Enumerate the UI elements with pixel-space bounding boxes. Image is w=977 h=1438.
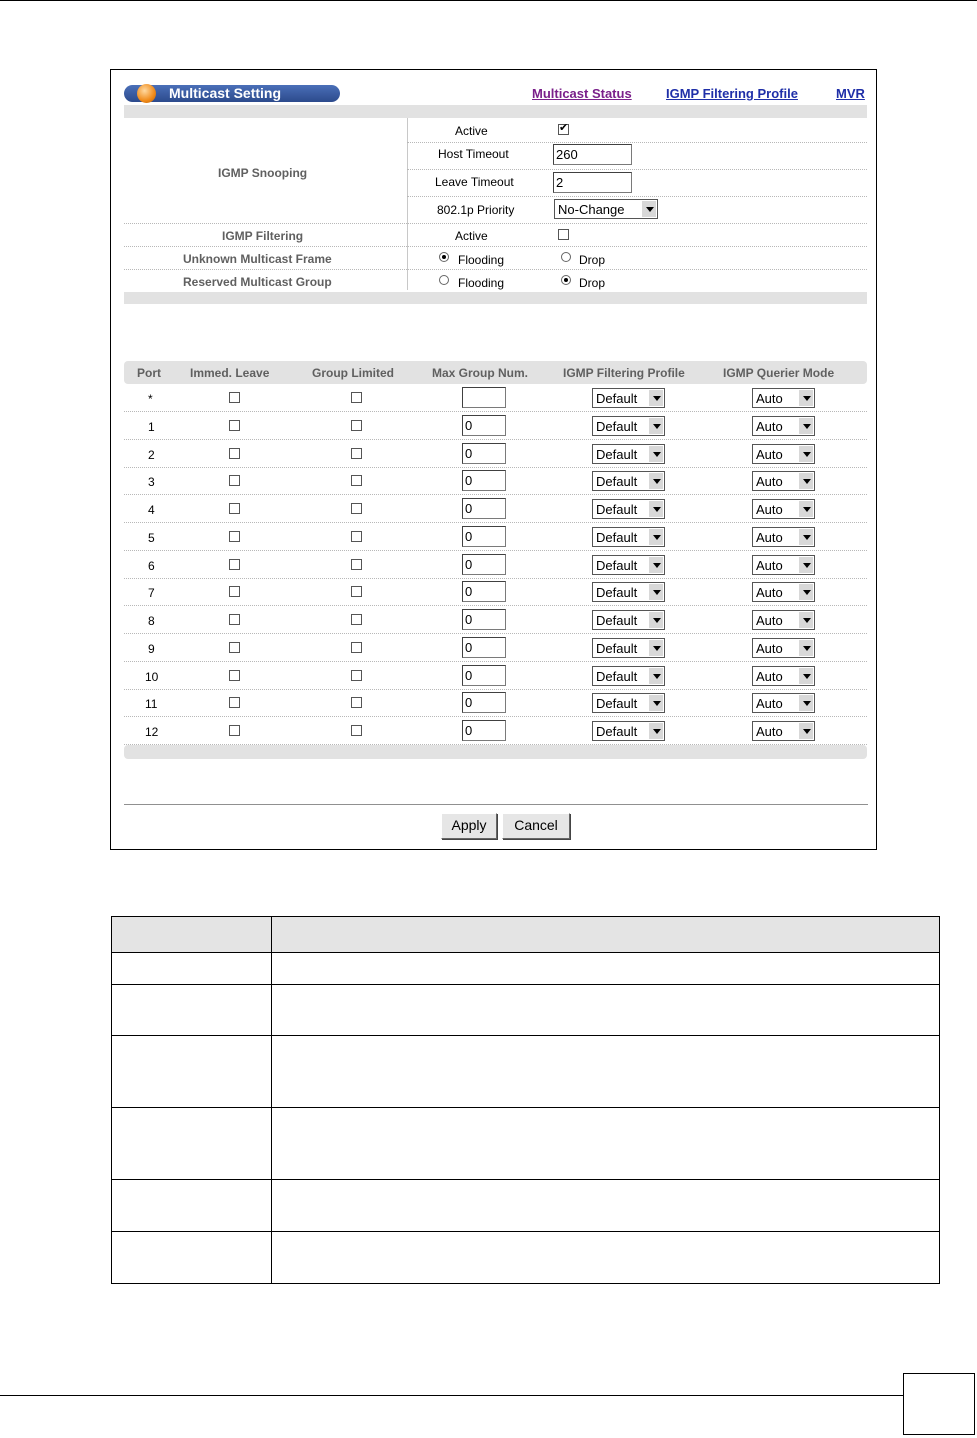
description-table [111, 916, 940, 1284]
chevron-down-icon [648, 612, 663, 628]
flooding-label: Flooding [458, 253, 505, 267]
chevron-down-icon [798, 446, 813, 462]
max-group-num-input[interactable]: 0 [462, 665, 506, 686]
querier-mode-select[interactable] [752, 527, 815, 547]
section-bottom-band [124, 292, 867, 304]
max-group-num-input[interactable]: 0 [462, 692, 506, 713]
immed-leave-checkbox[interactable] [229, 586, 240, 597]
max-group-num-input[interactable]: 0 [462, 609, 506, 630]
table-cell [112, 953, 272, 985]
querier-mode-value: Auto [756, 447, 783, 462]
querier-mode-value: Auto [756, 419, 783, 434]
querier-mode-select[interactable] [752, 471, 815, 491]
chevron-down-icon [798, 723, 813, 739]
filtering-profile-value: Default [596, 474, 638, 489]
group-limited-checkbox[interactable] [351, 420, 362, 431]
port-table-footer [124, 745, 867, 759]
igmp-snooping-active-checkbox[interactable] [558, 124, 569, 135]
group-limited-checkbox[interactable] [351, 642, 362, 653]
querier-mode-value: Auto [756, 585, 783, 600]
port-number: 1 [148, 420, 155, 434]
chevron-down-icon [798, 557, 813, 573]
immed-leave-checkbox[interactable] [229, 642, 240, 653]
host-timeout-input[interactable]: 260 [553, 144, 632, 165]
divider [124, 439, 867, 440]
port-number: 2 [148, 448, 155, 462]
querier-mode-select[interactable] [752, 499, 815, 519]
filtering-profile-select[interactable] [592, 555, 665, 575]
filtering-profile-value: Default [596, 447, 638, 462]
immed-leave-checkbox[interactable] [229, 392, 240, 403]
filtering-profile-select[interactable] [592, 638, 665, 658]
group-limited-checkbox[interactable] [351, 475, 362, 486]
chevron-down-icon [798, 695, 813, 711]
group-limited-checkbox[interactable] [351, 725, 362, 736]
filtering-profile-select[interactable] [592, 582, 665, 602]
igmp-filtering-label: IGMP Filtering [222, 229, 304, 243]
filtering-profile-select[interactable] [592, 499, 665, 519]
querier-mode-select[interactable] [752, 416, 815, 436]
divider [124, 661, 867, 662]
unknown-multicast-frame-label: Unknown Multicast Frame [183, 252, 332, 266]
querier-mode-value: Auto [756, 641, 783, 656]
immed-leave-checkbox[interactable] [229, 475, 240, 486]
divider [124, 467, 867, 468]
immed-leave-checkbox[interactable] [229, 559, 240, 570]
max-group-num-input[interactable]: 0 [462, 415, 506, 436]
table-row [112, 1036, 940, 1108]
port-number: 9 [148, 642, 155, 656]
divider [407, 142, 867, 143]
filtering-profile-select[interactable] [592, 416, 665, 436]
table-cell [272, 1180, 940, 1232]
divider [124, 605, 867, 606]
footer-rule [0, 1395, 903, 1396]
querier-mode-select[interactable] [752, 582, 815, 602]
port-number: 11 [145, 697, 158, 711]
drop-label: Drop [579, 276, 606, 290]
port-number: 7 [148, 586, 155, 600]
querier-mode-value: Auto [756, 669, 783, 684]
table-row [112, 1232, 940, 1284]
chevron-down-icon [798, 612, 813, 628]
port-number: 8 [148, 614, 155, 628]
host-timeout-label: Host Timeout [438, 147, 509, 161]
table-cell [272, 1036, 940, 1108]
filtering-profile-value: Default [596, 613, 638, 628]
filtering-profile-value: Default [596, 585, 638, 600]
chevron-down-icon [641, 201, 656, 217]
divider [124, 716, 867, 717]
multicast-status-link[interactable]: Multicast Status [532, 86, 632, 101]
chevron-down-icon [798, 473, 813, 489]
immed-leave-checkbox[interactable] [229, 503, 240, 514]
active-label: Active [455, 124, 488, 138]
chevron-down-icon [648, 668, 663, 684]
querier-mode-value: Auto [756, 530, 783, 545]
chevron-down-icon [648, 723, 663, 739]
group-limited-checkbox[interactable] [351, 586, 362, 597]
filtering-profile-value: Default [596, 724, 638, 739]
table-row [112, 1108, 940, 1180]
divider [407, 196, 867, 197]
filtering-profile-value: Default [596, 530, 638, 545]
chevron-down-icon [798, 418, 813, 434]
divider [124, 246, 867, 247]
unknown-flooding-radio[interactable] [439, 252, 449, 262]
chevron-down-icon [798, 390, 813, 406]
priority-label: 802.1p Priority [437, 203, 515, 217]
group-limited-checkbox[interactable] [351, 697, 362, 708]
querier-mode-select[interactable] [752, 388, 815, 408]
divider [124, 689, 867, 690]
chevron-down-icon [648, 501, 663, 517]
group-limited-checkbox[interactable] [351, 531, 362, 542]
port-number: 5 [148, 531, 155, 545]
table-row [112, 985, 940, 1036]
table-cell [272, 1232, 940, 1284]
header-cell [272, 917, 940, 953]
immed-leave-checkbox[interactable] [229, 420, 240, 431]
col-igmp-querier-mode: IGMP Querier Mode [723, 366, 835, 380]
max-group-num-input[interactable]: 0 [462, 498, 506, 519]
divider [124, 522, 867, 523]
group-limited-checkbox[interactable] [351, 670, 362, 681]
table-cell [272, 1108, 940, 1180]
port-number: 12 [145, 725, 159, 739]
querier-mode-select[interactable] [752, 610, 815, 630]
mvr-link[interactable]: MVR [836, 86, 865, 101]
max-group-num-input[interactable]: 0 [462, 581, 506, 602]
immed-leave-checkbox[interactable] [229, 614, 240, 625]
port-number: * [148, 392, 153, 406]
divider [124, 494, 867, 495]
group-limited-checkbox[interactable] [351, 448, 362, 459]
col-port: Port [137, 366, 161, 380]
querier-mode-value: Auto [756, 558, 783, 573]
group-limited-checkbox[interactable] [351, 503, 362, 514]
group-limited-checkbox[interactable] [351, 614, 362, 625]
port-number: 3 [148, 475, 155, 489]
filtering-profile-select[interactable] [592, 444, 665, 464]
chevron-down-icon [648, 584, 663, 600]
page-title: Multicast Setting [169, 85, 282, 101]
immed-leave-checkbox[interactable] [229, 670, 240, 681]
port-number: 6 [148, 559, 155, 573]
filtering-profile-value: Default [596, 558, 638, 573]
table-row [112, 1180, 940, 1232]
querier-mode-value: Auto [756, 613, 783, 628]
cancel-button[interactable]: Cancel [502, 813, 570, 839]
reserved-drop-radio[interactable] [561, 275, 571, 285]
table-cell [112, 1036, 272, 1108]
filtering-profile-value: Default [596, 419, 638, 434]
col-max-group-num: Max Group Num. [432, 366, 529, 380]
section-top-band [124, 105, 867, 118]
table-cell [272, 953, 940, 985]
apply-button[interactable]: Apply [441, 813, 497, 839]
querier-mode-select[interactable] [752, 721, 815, 741]
port-number: 4 [148, 503, 155, 517]
divider [124, 223, 867, 224]
chevron-down-icon [648, 640, 663, 656]
button-divider [124, 804, 868, 805]
filtering-profile-select[interactable] [592, 721, 665, 741]
chevron-down-icon [648, 446, 663, 462]
filtering-profile-select[interactable] [592, 471, 665, 491]
querier-mode-value: Auto [756, 696, 783, 711]
chevron-down-icon [648, 529, 663, 545]
querier-mode-value: Auto [756, 724, 783, 739]
filtering-profile-value: Default [596, 669, 638, 684]
reserved-multicast-group-label: Reserved Multicast Group [183, 275, 332, 289]
filtering-profile-value: Default [596, 641, 638, 656]
max-group-num-input[interactable]: 0 [462, 443, 506, 464]
immed-leave-checkbox[interactable] [229, 697, 240, 708]
divider [124, 269, 867, 270]
priority-select[interactable] [554, 199, 658, 219]
max-group-num-input[interactable]: 0 [462, 526, 506, 547]
orb-icon [137, 84, 156, 103]
chevron-down-icon [798, 668, 813, 684]
leave-timeout-input[interactable]: 2 [553, 172, 632, 193]
immed-leave-checkbox[interactable] [229, 448, 240, 459]
max-group-num-input[interactable]: 0 [462, 470, 506, 491]
col-igmp-filtering-profile: IGMP Filtering Profile [563, 366, 685, 380]
chevron-down-icon [648, 473, 663, 489]
chevron-down-icon [648, 418, 663, 434]
divider [124, 550, 867, 551]
chevron-down-icon [798, 529, 813, 545]
table-cell [112, 985, 272, 1036]
table-header-row [112, 917, 940, 953]
filtering-profile-select[interactable] [592, 610, 665, 630]
max-group-num-input[interactable] [462, 387, 506, 408]
igmp-filtering-active-checkbox[interactable] [558, 229, 569, 240]
reserved-flooding-radio[interactable] [439, 275, 449, 285]
column-separator [407, 118, 408, 290]
divider [407, 169, 867, 170]
querier-mode-value: Auto [756, 391, 783, 406]
filtering-profile-select[interactable] [592, 527, 665, 547]
igmp-snooping-label: IGMP Snooping [218, 166, 308, 180]
igmp-filtering-profile-link[interactable]: IGMP Filtering Profile [666, 86, 798, 101]
col-group-limited: Group Limited [312, 366, 394, 380]
chevron-down-icon [798, 584, 813, 600]
filtering-profile-value: Default [596, 696, 638, 711]
querier-mode-select[interactable] [752, 555, 815, 575]
max-group-num-input[interactable]: 0 [462, 720, 506, 741]
unknown-drop-radio[interactable] [561, 252, 571, 262]
divider [124, 578, 867, 579]
filtering-profile-value: Default [596, 391, 638, 406]
chevron-down-icon [648, 557, 663, 573]
table-cell [112, 1180, 272, 1232]
chevron-down-icon [648, 695, 663, 711]
col-immed-leave: Immed. Leave [190, 366, 270, 380]
flooding-label: Flooding [458, 276, 505, 290]
querier-mode-select[interactable] [752, 666, 815, 686]
chevron-down-icon [798, 501, 813, 517]
max-group-num-input[interactable]: 0 [462, 554, 506, 575]
querier-mode-select[interactable] [752, 693, 815, 713]
group-limited-checkbox[interactable] [351, 392, 362, 403]
max-group-num-input[interactable]: 0 [462, 637, 506, 658]
querier-mode-value: Auto [756, 502, 783, 517]
filtering-profile-select[interactable] [592, 693, 665, 713]
drop-label: Drop [579, 253, 606, 267]
querier-mode-select[interactable] [752, 444, 815, 464]
leave-timeout-label: Leave Timeout [435, 175, 514, 189]
chevron-down-icon [798, 640, 813, 656]
divider [124, 633, 867, 634]
querier-mode-value: Auto [756, 474, 783, 489]
page-number-box [903, 1373, 975, 1435]
immed-leave-checkbox[interactable] [229, 725, 240, 736]
table-cell [272, 985, 940, 1036]
table-cell [112, 1108, 272, 1180]
filtering-profile-select[interactable] [592, 666, 665, 686]
divider [124, 411, 867, 412]
chevron-down-icon [648, 390, 663, 406]
filtering-profile-value: Default [596, 502, 638, 517]
group-limited-checkbox[interactable] [351, 559, 362, 570]
priority-value: No-Change [558, 202, 625, 217]
header-cell [112, 917, 272, 953]
filtering-profile-select[interactable] [592, 388, 665, 408]
top-rule [0, 0, 977, 1]
immed-leave-checkbox[interactable] [229, 531, 240, 542]
querier-mode-select[interactable] [752, 638, 815, 658]
table-cell [112, 1232, 272, 1284]
table-row [112, 953, 940, 985]
port-number: 10 [145, 670, 159, 684]
filtering-active-label: Active [455, 229, 488, 243]
